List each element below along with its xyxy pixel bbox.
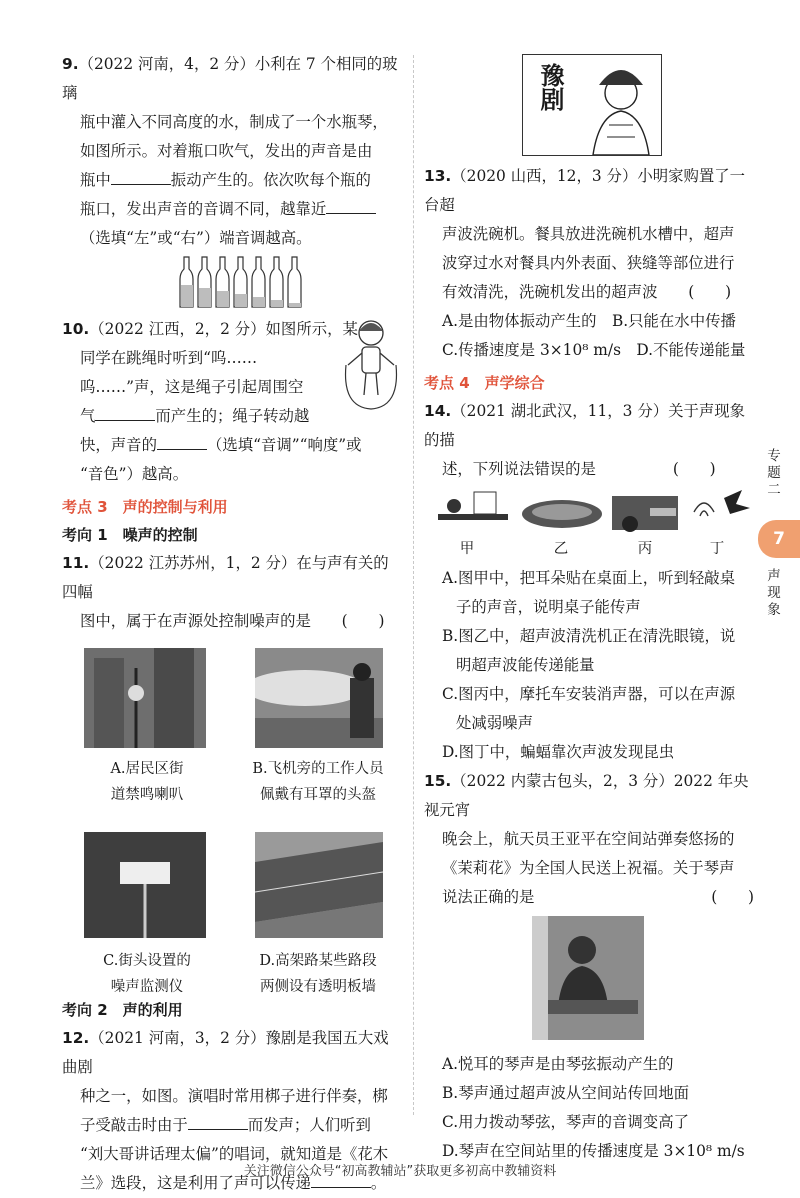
direction-2-heading: 考向 2 声的利用	[62, 1001, 183, 1019]
q14-option-b-cont: 明超声波能传递能量	[456, 656, 595, 674]
q13-option-a[interactable]: A.是由物体振动产生的	[442, 312, 597, 330]
q9-line6: （选填“左”或“右”）端音调越高。	[80, 229, 312, 247]
q12-line2: 种之一，如图。演唱时常用梆子进行伴奏，梆	[80, 1087, 388, 1105]
q10-line2: 同学在跳绳时听到“呜……	[80, 349, 258, 367]
q15-option-a[interactable]: A.悦耳的琴声是由琴弦振动产生的	[442, 1055, 674, 1073]
caption-yi: 乙	[553, 541, 569, 557]
photo-b-airplane-worker	[255, 648, 383, 748]
fig-ding-bat	[694, 490, 750, 516]
caption-bing: 丙	[637, 541, 653, 557]
q9-line3: 如图所示。对着瓶口吹气，发出的声音是由	[80, 142, 373, 160]
q14-option-c-cont: 处减弱噪声	[456, 714, 533, 732]
footer-notice: 关注微信公众号“初高教辅站”获取更多初高中教辅资料	[243, 1164, 557, 1179]
q10-line6: “音色”）越高。	[80, 465, 189, 483]
caption-jia: 甲	[459, 541, 475, 557]
left-column	[62, 50, 404, 1198]
q15-option-d[interactable]: D.琴声在空间站里的传播速度是 3×10⁸ m/s	[442, 1142, 745, 1160]
q12-line5: 兰》选段，这是利用了声可以传递 。	[80, 1174, 387, 1192]
q14-number: 14.	[424, 402, 452, 420]
q10-line1: 10.（2022 江西，2，2 分）如图所示，某	[62, 320, 358, 338]
fig-jia-desk	[438, 492, 508, 520]
page-number: 7	[758, 520, 800, 558]
q14-option-c[interactable]: C.图丙中，摩托车安装消声器，可以在声源	[442, 685, 736, 703]
q12-line4: “刘大哥讲话理太偏”的唱词，就知道是《花木	[80, 1145, 389, 1163]
water-bottles-figure	[62, 255, 404, 311]
q12-number: 12.	[62, 1029, 90, 1047]
q9-line4: 瓶中 振动产生的。依次吹每个瓶的	[80, 171, 371, 189]
q9-line2: 瓶中灌入不同高度的水，制成了一个水瓶琴，	[80, 113, 388, 131]
q13-options-cd	[424, 336, 754, 365]
q12-line1: 12.（2021 河南，3，2 分）豫剧是我国五大戏曲剧	[62, 1029, 389, 1076]
yuju-calligraphy: 豫剧	[536, 63, 565, 111]
q13-line2: 声波洗碗机。餐具放进洗碗机水槽中，超声	[442, 225, 735, 243]
bottle-water-7	[289, 303, 301, 307]
q13-option-d[interactable]: D.不能传递能量	[636, 341, 746, 359]
bottle-water-6	[271, 300, 283, 307]
q10-number: 10.	[62, 320, 90, 338]
jump-rope-girl-figure	[338, 315, 404, 415]
q13-number: 13.	[424, 167, 452, 185]
photo-d-sound-barrier	[255, 832, 383, 938]
bottle-water-4	[235, 294, 247, 307]
q13-option-b[interactable]: B.只能在水中传播	[611, 312, 736, 330]
q11-answer-parens[interactable]: ( )	[341, 612, 385, 630]
q15-option-b[interactable]: B.琴声通过超声波从空间站传回地面	[442, 1084, 690, 1102]
bottle-7	[288, 257, 301, 307]
q10-blank1[interactable]	[95, 406, 155, 421]
fig-yi-cleaner	[522, 500, 602, 528]
q11-line1: 11.（2022 江苏苏州，1，2 分）在与声有关的四幅	[62, 554, 389, 601]
q15-line3: 《茉莉花》为全国人民送上祝福。关于琴声	[442, 859, 735, 877]
photo-c-noise-monitor	[84, 832, 206, 938]
q9-line5: 瓶口，发出声音的音调不同，越靠近	[62, 195, 404, 224]
q11-number: 11.	[62, 554, 90, 572]
q15-line4: 说法正确的是 ( )	[424, 883, 754, 912]
q10-blank2[interactable]	[157, 435, 207, 450]
caption-ding: 丁	[709, 541, 725, 557]
q9-number: 9.	[62, 55, 79, 73]
fig-bing-motorcycle	[612, 496, 678, 532]
q14-figures	[424, 484, 754, 564]
caption-b: B.飞机旁的工作人员 佩戴有耳罩的头盔	[252, 761, 384, 803]
q14-line1: 14.（2021 湖北武汉，11，3 分）关于声现象的描	[424, 402, 746, 449]
q14-option-a[interactable]: A.图甲中，把耳朵贴在桌面上，听到轻敲桌	[442, 569, 736, 587]
tab-chapter-name: 声现象	[767, 568, 781, 618]
bottle-water-2	[199, 288, 211, 307]
q14-line2: 述，下列说法错误的是 ( )	[442, 460, 716, 478]
q15-line1: 15.（2022 内蒙古包头，2，3 分）2022 年央视元宵	[424, 772, 749, 819]
right-column	[424, 54, 754, 1166]
q12-blank1[interactable]	[188, 1115, 248, 1130]
q15-line2: 晚会上，航天员王亚平在空间站弹奏悠扬的	[442, 830, 735, 848]
section-3-heading: 考点 3 声的控制与利用	[62, 498, 228, 516]
bottle-water-3	[217, 291, 229, 307]
caption-d: D.高架路某些路段 两侧设有透明板墙	[259, 953, 377, 995]
q10-line4: 气 而产生的；绳子转动越	[80, 407, 310, 425]
q15-figure	[424, 916, 754, 1044]
q14-answer-parens[interactable]: ( )	[672, 460, 716, 478]
q14-option-a-cont: 子的声音，说明桌子能传声	[456, 598, 641, 616]
caption-c: C.街头设置的 噪声监测仪	[103, 953, 191, 995]
bottle-water-1	[181, 285, 193, 307]
q14-option-d[interactable]: D.图丁中，蝙蝠靠次声波发现昆虫	[442, 743, 675, 761]
q15-option-c[interactable]: C.用力拨动琴弦，琴声的音调变高了	[442, 1113, 689, 1131]
q15-answer-parens[interactable]: ( )	[711, 888, 754, 906]
section-4-heading: 考点 4 声学综合	[424, 374, 545, 392]
q9-blank2[interactable]	[326, 199, 376, 214]
q11-figures	[62, 636, 404, 996]
q10-line3: 呜……”声，这是绳子引起周围空	[80, 378, 304, 396]
q12-line3: 子受敲击时由于 而发声；人们听到	[80, 1116, 371, 1134]
bottle-6	[270, 257, 283, 307]
q9-blank1[interactable]	[111, 170, 171, 185]
q13-options-ab	[424, 307, 754, 336]
tab-topic: 专题二	[767, 448, 781, 498]
photo-astronaut-guzheng	[532, 916, 644, 1040]
photo-a-residential-street	[84, 648, 206, 748]
column-divider	[413, 55, 414, 1115]
q14-option-b[interactable]: B.图乙中，超声波清洗机正在清洗眼镜，说	[442, 627, 736, 645]
q13-line1: 13.（2020 山西，12，3 分）小明家购置了一台超	[424, 167, 746, 214]
q13-line4: 有效清洗，洗碗机发出的超声波 ( )	[442, 283, 732, 301]
q13-line3: 波穿过水对餐具内外表面、狭缝等部位进行	[442, 254, 735, 272]
q11-line2: 图中，属于在声源处控制噪声的是 ( )	[80, 612, 385, 630]
q13-answer-parens[interactable]: ( )	[688, 283, 732, 301]
direction-1-heading: 考向 1 噪声的控制	[62, 526, 198, 544]
q10-line5: 快，声音的 （选填“音调”“响度”或	[80, 436, 362, 454]
q13-option-c[interactable]: C.传播速度是 3×10⁸ m/s	[442, 341, 621, 359]
q15-number: 15.	[424, 772, 452, 790]
caption-a: A.居民区街 道禁鸣喇叭	[110, 761, 184, 803]
q9-line1: 9.（2022 河南，4，2 分）小利在 7 个相同的玻璃	[62, 55, 398, 102]
chapter-side-tab	[752, 440, 800, 640]
bottle-water-5	[253, 297, 265, 307]
yuju-figure	[424, 54, 754, 162]
